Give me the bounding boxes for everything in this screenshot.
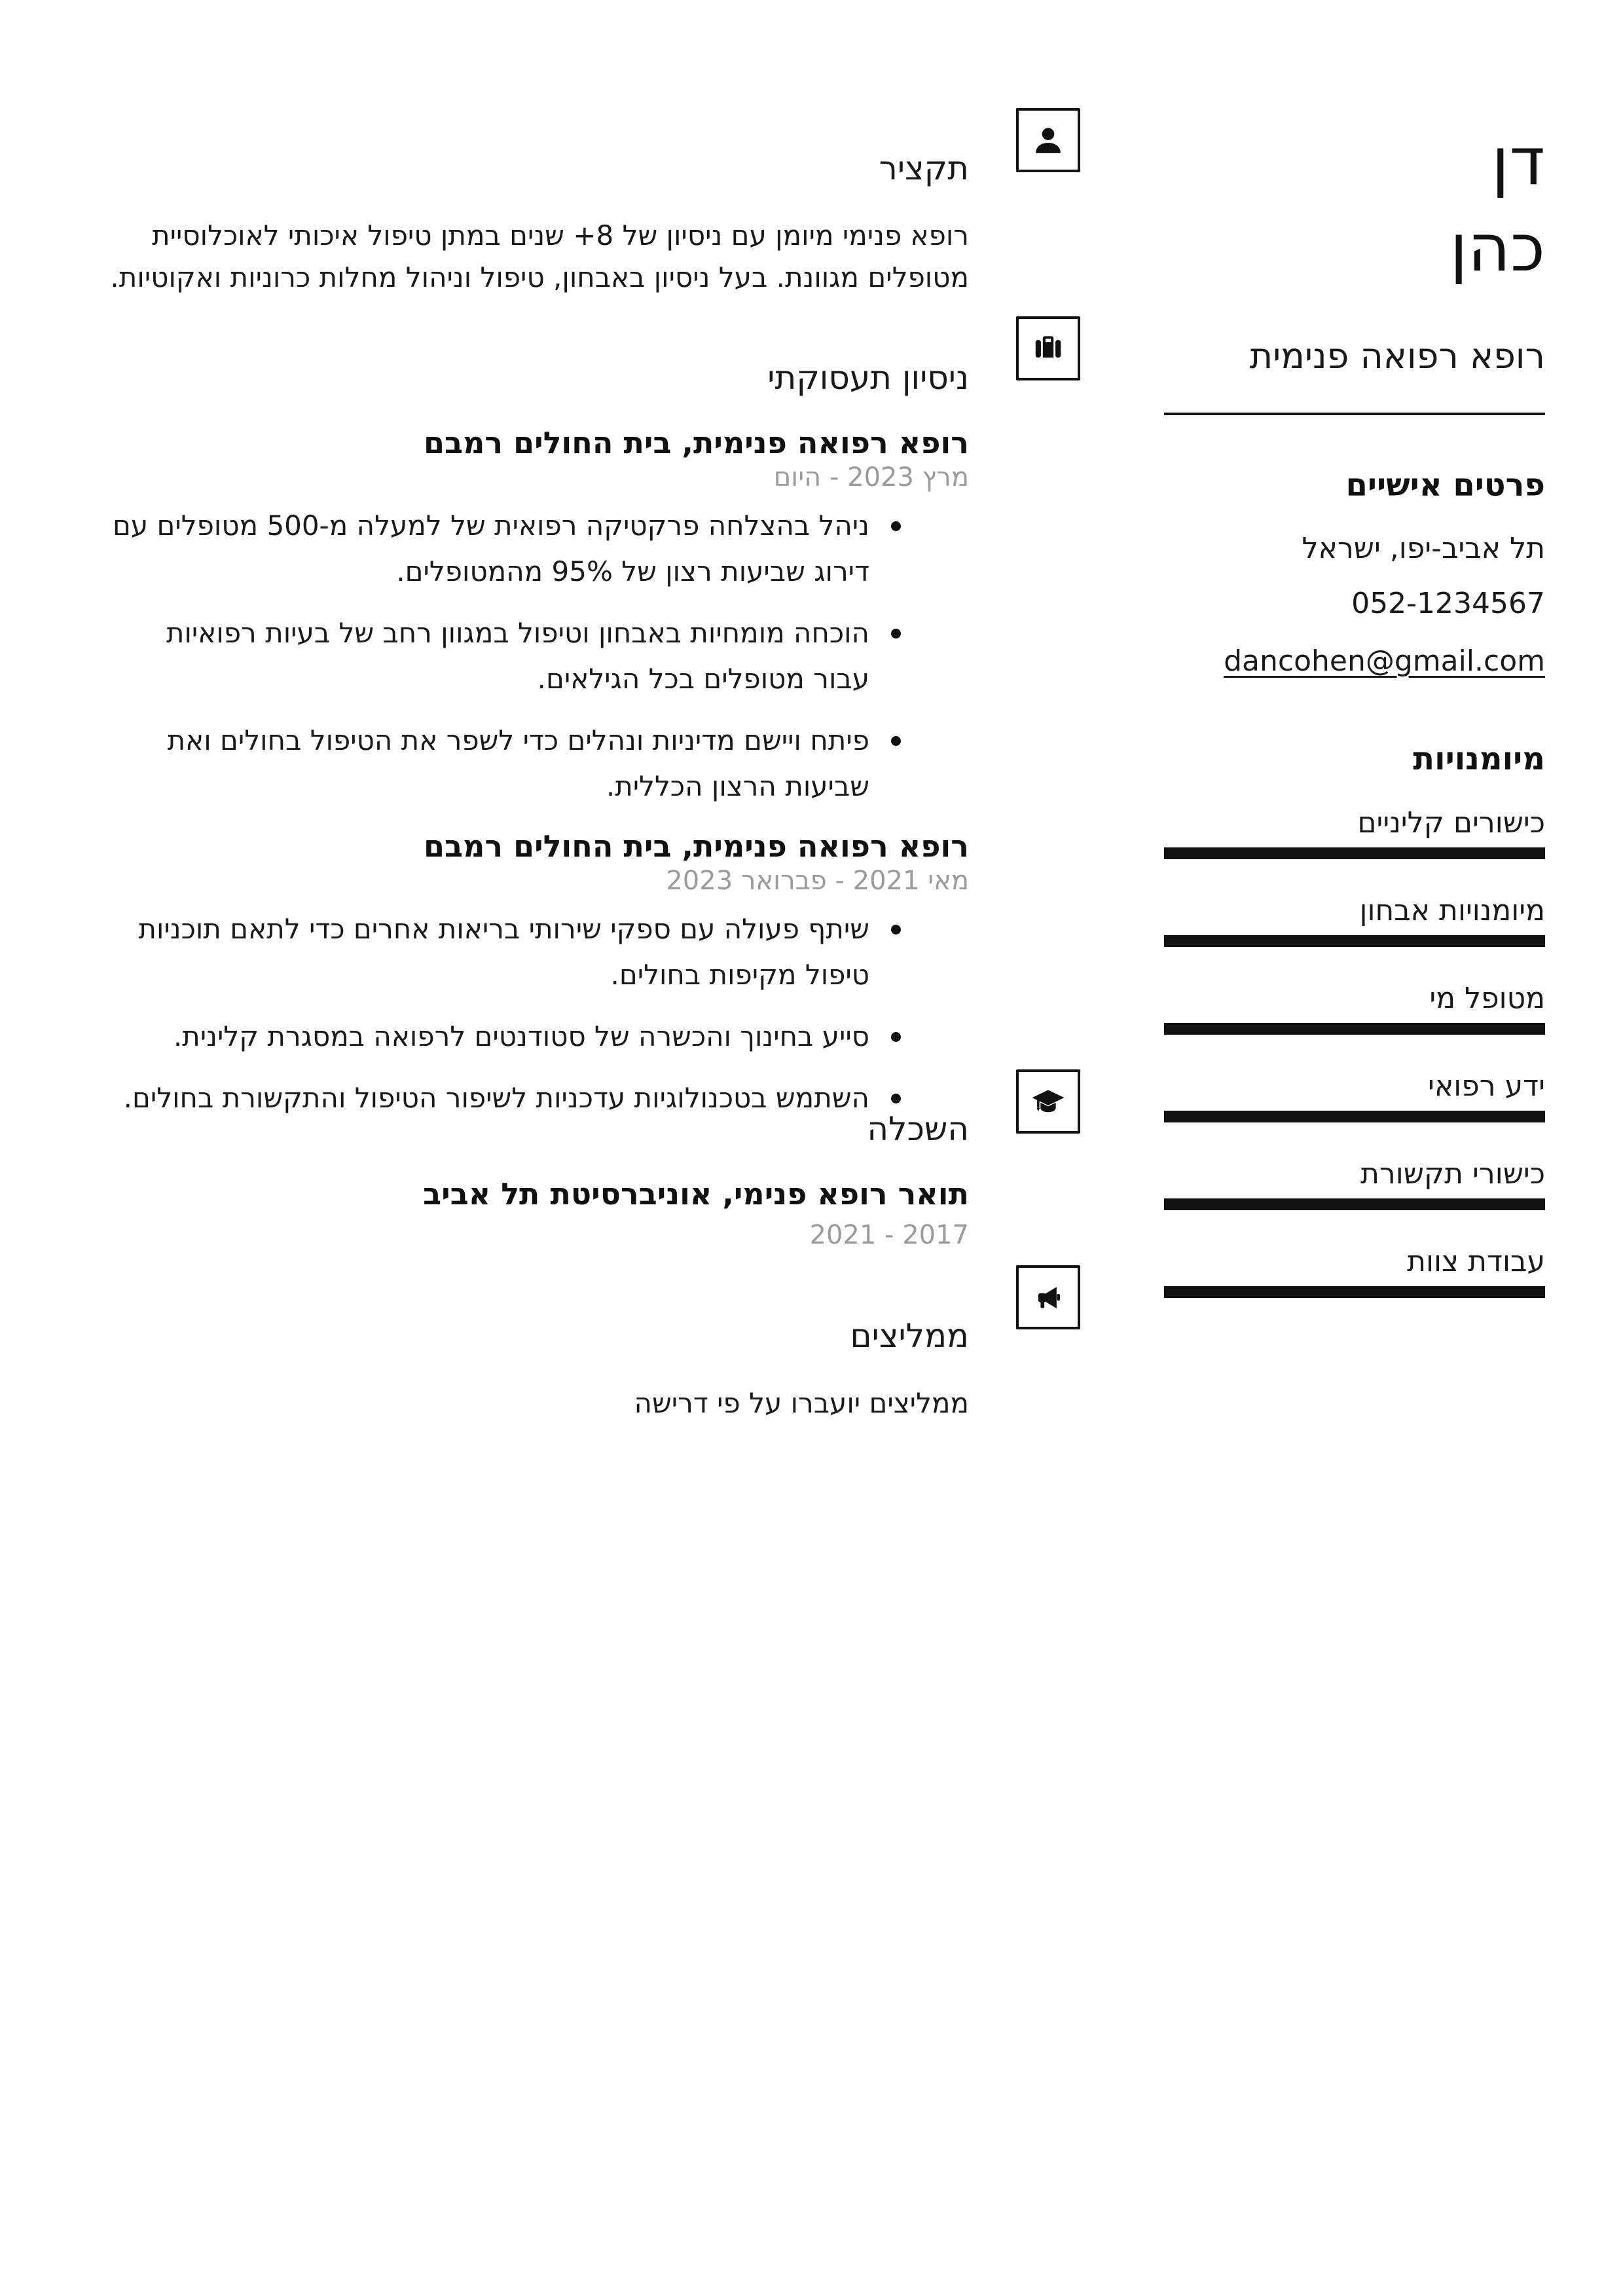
- skills-heading: מיומנויות: [1413, 740, 1545, 777]
- skill-label: מטופל מי: [1429, 981, 1545, 1015]
- person-icon: [1016, 108, 1080, 172]
- sidebar-divider: [1164, 413, 1545, 415]
- summary-heading: תקציר: [879, 149, 969, 187]
- experience-heading: ניסיון תעסוקתי: [767, 358, 969, 397]
- megaphone-icon: [1016, 1265, 1080, 1329]
- job-title: רופא רפואה פנימית, בית החולים רמבם: [424, 425, 969, 460]
- job-bullet: פיתח ויישם מדיניות ונהלים כדי לשפר את הטיפול בחולים ואת שביעות הרצון הכללית.: [105, 718, 869, 809]
- skill-item: [1164, 893, 1545, 947]
- contact-phone: 052-1234567: [1351, 586, 1545, 620]
- skill-bar: [1164, 1111, 1545, 1122]
- job-title: רופא רפואה פנימית, בית החולים רמבם: [424, 828, 969, 864]
- skill-item: [1164, 1069, 1545, 1122]
- job-dates: מאי 2021 - פברואר 2023: [666, 866, 969, 896]
- job-entry: [105, 424, 969, 809]
- skill-bar: [1164, 847, 1545, 859]
- contact-location: תל אביב-יפו, ישראל: [1302, 531, 1545, 565]
- references-text: ממליצים יועברו על פי דרישה: [634, 1387, 969, 1419]
- personal-details-heading: פרטים אישיים: [1345, 467, 1545, 504]
- references-heading: ממליצים: [850, 1316, 969, 1355]
- references-section: [105, 1289, 969, 1452]
- sidebar: [1164, 0, 1545, 1298]
- skill-label: כישורים קליניים: [1357, 805, 1545, 840]
- education-section: [105, 1082, 969, 1251]
- education-degree: תואר רופא פנימי, אוניברסיטת תל אביב: [423, 1176, 969, 1212]
- skill-label: מיומנויות אבחון: [1359, 893, 1545, 927]
- candidate-job-title: רופא רפואה פנימית: [1249, 335, 1545, 377]
- education-heading: השכלה: [867, 1109, 969, 1148]
- skill-label: כישורי תקשורת: [1360, 1157, 1545, 1191]
- skill-bar: [1164, 1286, 1545, 1298]
- candidate-last-name: כהן: [1450, 210, 1545, 286]
- skill-bar: [1164, 1198, 1545, 1210]
- skill-item: [1164, 981, 1545, 1035]
- skill-item: [1164, 1157, 1545, 1210]
- graduation-cap-icon: [1016, 1069, 1080, 1134]
- job-bullet-list: [105, 503, 869, 809]
- job-bullet: ניהל בהצלחה פרקטיקה רפואית של למעלה מ-500 מטופלים עם דירוג שביעות רצון של 95% מהמטופלים.: [105, 503, 869, 595]
- skill-item: [1164, 1244, 1545, 1298]
- skill-label: ידע רפואי: [1428, 1069, 1545, 1103]
- candidate-first-name: דן: [1491, 123, 1545, 200]
- job-entry: [105, 828, 969, 1121]
- education-entry: [105, 1176, 969, 1251]
- job-bullet: השתמש בטכנולוגיות עדכניות לשיפור הטיפול והתקשורת בחולים.: [105, 1075, 869, 1121]
- skill-item: [1164, 805, 1545, 859]
- job-dates: מרץ 2023 - היום: [773, 462, 969, 492]
- education-dates: 2017 - 2021: [809, 1220, 969, 1250]
- summary-text: רופא פנימי מיומן עם ניסיון של 8+ שנים במתן טיפול איכותי לאוכלוסיית מטופלים מגוונת. בעל ניסיון באבחון, טיפול וניהול מחלות כרוניות ואקוטיות.: [110, 219, 969, 293]
- job-bullet: שיתף פעולה עם ספקי שירותי בריאות אחרים כדי לתאם תוכניות טיפול מקיפות בחולים.: [105, 906, 869, 998]
- job-bullet: סייע בחינוך והכשרה של סטודנטים לרפואה במסגרת קלינית.: [105, 1014, 869, 1060]
- skill-bar: [1164, 1023, 1545, 1035]
- job-bullet: הוכחה מומחיות באבחון וטיפול במגוון רחב של בעיות רפואיות עבור מטופלים בכל הגילאים.: [105, 610, 869, 702]
- summary-section: [105, 121, 969, 326]
- experience-section: [105, 331, 969, 1137]
- candidate-name: [1164, 119, 1545, 291]
- skill-label: עבודת צוות: [1407, 1244, 1545, 1278]
- contact-email-link[interactable]: dancohen@gmail.com: [1224, 644, 1545, 678]
- skill-bar: [1164, 935, 1545, 947]
- briefcase-icon: [1016, 316, 1080, 380]
